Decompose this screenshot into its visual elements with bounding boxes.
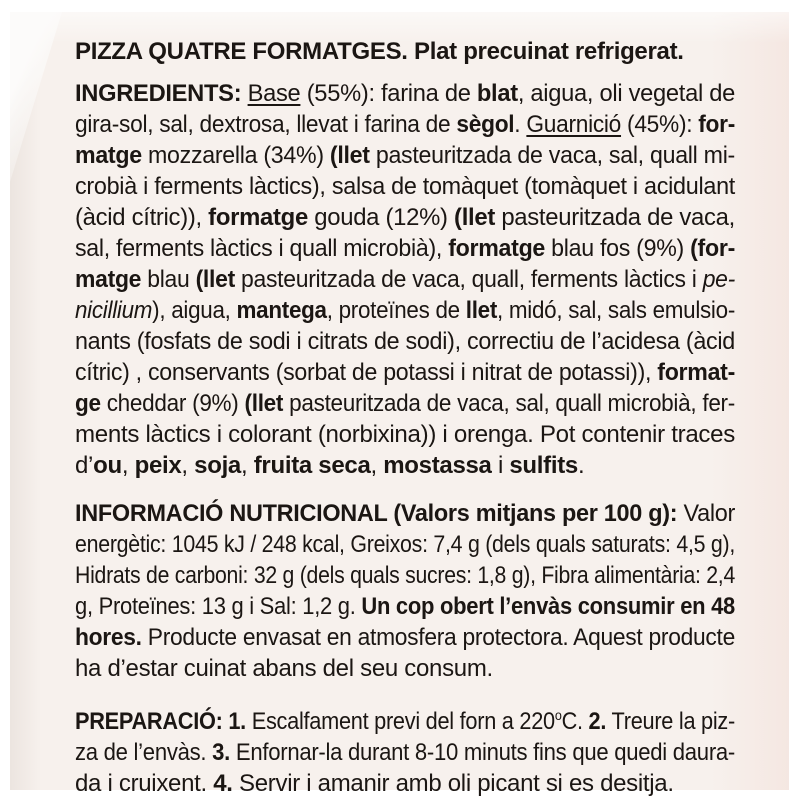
text-segment: mantega xyxy=(236,297,327,324)
text-line xyxy=(75,653,493,684)
text-segment: mostassa xyxy=(383,452,492,479)
text-segment: pasteuritzada de vaca, quall, ferments làctics i xyxy=(234,266,703,293)
text-segment: (llet xyxy=(195,266,235,293)
text-segment: hores. xyxy=(75,624,142,651)
text-line xyxy=(75,591,735,622)
text-line xyxy=(75,171,735,202)
text-line xyxy=(75,622,735,653)
text-line xyxy=(75,36,684,67)
text-segment: formatge xyxy=(448,235,546,262)
text-segment: blat xyxy=(476,80,518,107)
text-segment: Servir i amanir amb oli picant si es desitja. xyxy=(232,770,674,797)
text-segment: Producte envasat en atmosfera protectora. Aquest producte xyxy=(141,624,736,651)
product-label xyxy=(10,12,789,797)
text-line xyxy=(75,560,735,591)
text-segment: 2. xyxy=(588,708,607,735)
text-line xyxy=(75,450,584,481)
paragraph-preparation xyxy=(75,706,735,799)
text-segment: llet xyxy=(465,297,498,324)
text-segment: peix xyxy=(134,452,182,479)
text-line xyxy=(75,109,735,140)
text-segment: da i cruixent. xyxy=(75,770,214,797)
text-line xyxy=(75,326,735,357)
text-segment: za de l’envàs. xyxy=(75,739,213,766)
text-segment: formatge xyxy=(208,204,308,231)
text-segment: (llet xyxy=(244,390,284,417)
text-segment: i xyxy=(491,452,510,479)
text-segment: ments làctics i colorant (norbixina)) i orenga. Pot contenir traces xyxy=(75,421,735,448)
text-segment: pasteuritzada de vaca, sal, quall mi- xyxy=(369,142,735,169)
text-segment: pasteuritzada de vaca, sal, quall microbià, fer- xyxy=(283,390,735,417)
text-segment: d’ xyxy=(75,452,94,479)
text-segment: , xyxy=(121,452,135,479)
text-segment: INGREDIENTS: xyxy=(75,80,248,107)
text-segment: ou xyxy=(93,452,122,479)
text-line xyxy=(75,78,735,109)
text-line xyxy=(75,233,735,264)
text-segment: matge xyxy=(75,142,142,169)
text-segment: energètic: 1045 kJ / 248 kcal, Greixos: 7,4 g (dels quals saturats: 4,5 g), xyxy=(75,531,735,558)
text-segment: Base xyxy=(247,80,301,107)
text-segment: format- xyxy=(657,359,735,386)
text-line xyxy=(75,388,735,419)
paragraph-ingredients xyxy=(75,78,735,481)
text-segment: cítric) , conservants (sorbat de potassi i nitrat de potassi)), xyxy=(75,359,658,386)
text-segment: Enfornar-la durant 8-10 minuts fins que quedi daura- xyxy=(230,739,735,766)
text-segment: sal, ferments làctics i quall microbià), xyxy=(75,235,449,262)
text-segment: INFORMACIÓ NUTRICIONAL (Valors mitjans per 100 g): xyxy=(75,500,684,527)
text-segment: (55%): farina de xyxy=(300,80,477,107)
text-segment: cheddar (9%) xyxy=(100,390,245,417)
text-segment: gira-sol, sal, dextrosa, llevat i farina de xyxy=(75,111,457,138)
text-segment: (àcid cítric)), xyxy=(75,204,209,231)
text-segment: ge xyxy=(75,390,101,417)
text-segment: C. xyxy=(561,708,589,735)
text-segment: , xyxy=(181,452,195,479)
text-segment: g, Proteïnes: 13 g i Sal: 1,2 g. xyxy=(75,593,362,620)
label-content xyxy=(10,12,789,797)
text-segment: Un cop obert l’envàs consumir en 48 xyxy=(361,593,735,620)
text-segment: , xyxy=(370,452,384,479)
text-segment: PIZZA QUATRE FORMATGES. Plat precuinat refrigerat. xyxy=(75,38,684,65)
text-segment: PREPARACIÓ: 1. xyxy=(75,708,246,735)
text-segment: (for- xyxy=(690,235,735,262)
text-segment: o xyxy=(554,707,562,723)
text-segment: pe- xyxy=(702,266,735,293)
text-segment: nants (fosfats de sodi i citrats de sodi), correctiu de l’acidesa (àcid xyxy=(75,328,735,355)
text-segment: Treure la piz- xyxy=(606,708,735,735)
text-line xyxy=(75,264,735,295)
product-title xyxy=(75,36,735,67)
text-segment: ), aigua, xyxy=(152,297,237,324)
text-segment: mozzarella (34%) xyxy=(141,142,330,169)
text-segment: soja xyxy=(194,452,241,479)
text-segment: for- xyxy=(698,111,735,138)
text-segment: (45%): xyxy=(621,111,699,138)
text-segment: 4. xyxy=(213,770,233,797)
text-segment: matge xyxy=(75,266,142,293)
text-segment: blau fos (9%) xyxy=(545,235,691,262)
text-line xyxy=(75,768,674,799)
text-segment: 3. xyxy=(212,739,231,766)
text-line xyxy=(75,202,735,233)
text-segment: Guarnició xyxy=(526,111,622,138)
text-segment: . xyxy=(514,111,527,138)
text-segment: (llet xyxy=(329,142,370,169)
text-line xyxy=(75,140,735,171)
text-segment: blau xyxy=(141,266,196,293)
text-segment: Valor xyxy=(683,500,735,527)
text-line xyxy=(75,529,735,560)
text-segment: (llet xyxy=(454,204,495,231)
text-segment: Hidrats de carboni: 32 g (dels quals sucres: 1,8 g), Fibra alimentària: 2,4 xyxy=(75,562,735,589)
paragraph-nutrition xyxy=(75,498,735,684)
text-line xyxy=(75,737,735,768)
text-segment: , proteïnes de xyxy=(326,297,466,324)
text-segment: sègol xyxy=(456,111,515,138)
text-segment: pasteuritzada de vaca, xyxy=(494,204,735,231)
text-line xyxy=(75,419,735,450)
text-segment: , midó, sal, sals emulsio- xyxy=(497,297,735,324)
text-segment: fruita seca xyxy=(253,452,371,479)
text-line xyxy=(75,498,735,529)
text-line xyxy=(75,706,735,737)
text-segment: nicillium xyxy=(75,297,153,324)
text-segment: crobià i ferments làctics), salsa de tomàquet (tomàquet i acidulant xyxy=(75,173,735,200)
text-segment: , aigua, oli vegetal de xyxy=(517,80,735,107)
text-line xyxy=(75,357,735,388)
text-segment: ha d’estar cuinat abans del seu consum. xyxy=(75,655,493,682)
text-segment: Escalfament previ del forn a 220 xyxy=(245,708,555,735)
text-segment: , xyxy=(240,452,254,479)
text-segment: . xyxy=(577,452,585,479)
text-line xyxy=(75,295,735,326)
text-segment: gouda (12%) xyxy=(307,204,455,231)
text-segment: sulfits xyxy=(509,452,578,479)
